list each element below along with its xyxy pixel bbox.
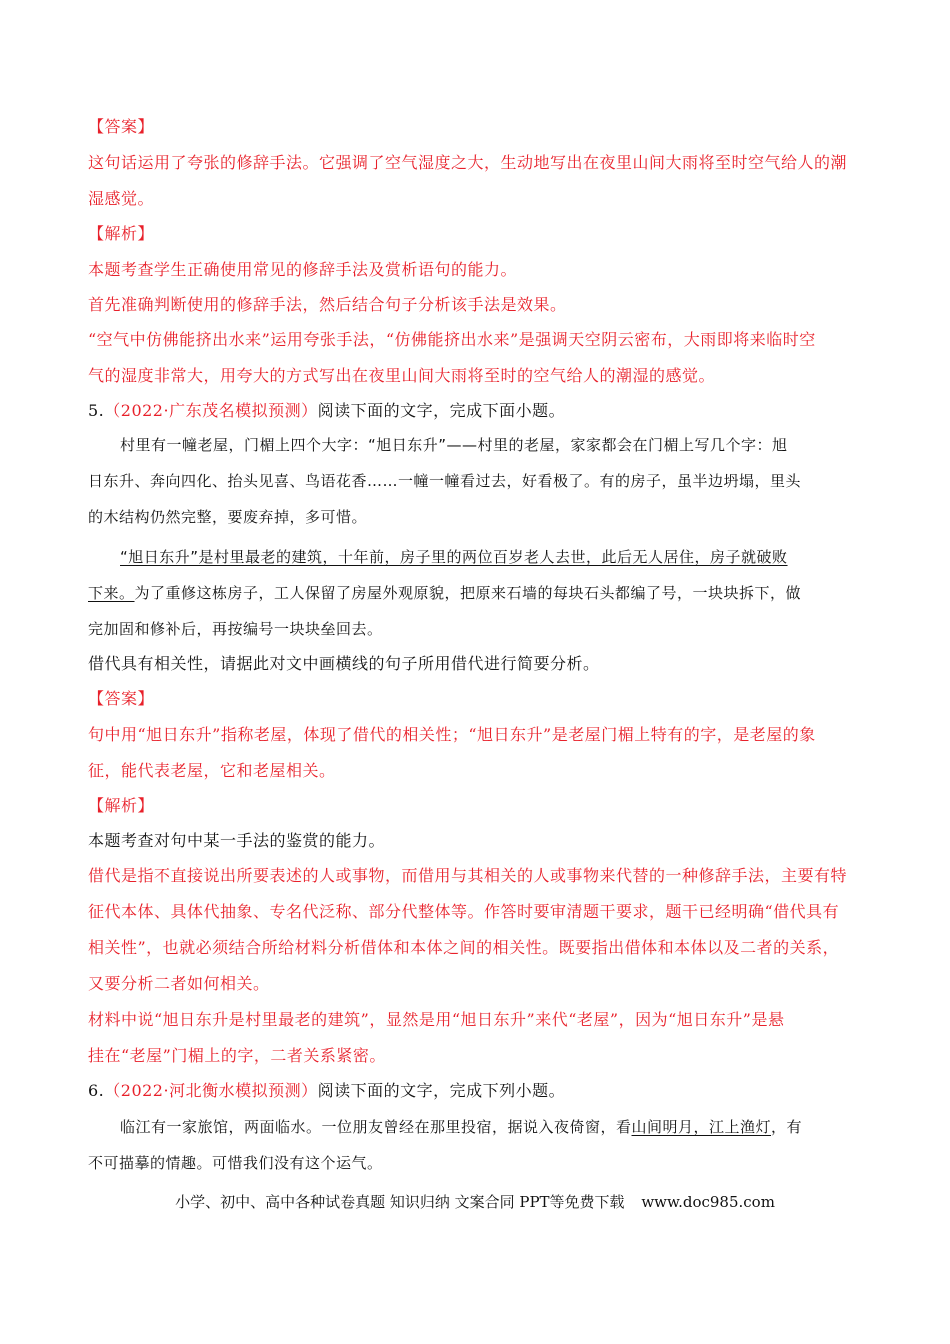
analysis-line: 又要分析二者如何相关。 [88,974,270,993]
analysis-line: 征代本体、具体代抽象、专名代泛称、部分代整体等。作答时要审清题干要求，题干已经明确“借代具有 [88,902,840,921]
analysis-line: 挂在“老屋”门楣上的字，二者关系紧密。 [88,1046,386,1065]
underlined-sentence: “旭日东升”是村里最老的建筑，十年前，房子里的两位百岁老人去世，此后无人居住，房子就破败 [120,548,788,566]
analysis-line: 材料中说“旭日东升是村里最老的建筑”，显然是用“旭日东升”来代“老屋”，因为“旭日东升”是悬 [88,1010,785,1029]
question-5-header [88,398,868,424]
underlined-phrase: 山间明月，江上渔灯 [631,1118,772,1136]
question-instruction: 阅读下面的文字，完成下面小题。 [317,401,566,420]
answer-label: 【答案】 [88,117,155,136]
analysis-line: 借代是指不直接说出所要表述的人或事物，而借用与其相关的人或事物来代替的一种修辞手法，主要有特 [88,866,848,885]
footer-text: 小学、初中、高中各种试卷真题 知识归纳 文案合同 PPT等免费下载 [175,1193,625,1211]
analysis-line: 气的湿度非常大，用夸大的方式写出在夜里山间大雨将至时的空气给人的潮湿的感觉。 [88,366,716,385]
analysis-line: 本题考查对句中某一手法的鉴赏的能力。 [88,831,386,850]
question-source: （2022·广东茂名模拟预测） [104,401,318,420]
passage-line: 日东升、奔向四化、抬头见喜、鸟语花香……一幢一幢看过去，好看极了。有的房子，虽半边坍塌，里头 [88,472,802,490]
analysis-line: 相关性”，也就必须结合所给材料分析借体和本体之间的相关性。既要指出借体和本体以及二者的关系， [88,938,840,957]
passage-continuation: 为了重修这栋房子，工人保留了房屋外观原貌，把原来石墙的每块石头都编了号，一块块拆下，做 [134,584,802,602]
page-footer [0,1190,950,1214]
analysis-label: 【解析】 [88,796,155,815]
passage-line [88,580,868,606]
question-source: （2022·河北衡水模拟预测） [104,1081,318,1100]
analysis-label: 【解析】 [88,224,155,243]
passage-text: ，有 [771,1118,803,1136]
passage-text: 临江有一家旅馆，两面临水。一位朋友曾经在那里投宿，据说入夜倚窗，看 [120,1118,632,1136]
analysis-line: 首先准确判断使用的修辞手法，然后结合句子分析该手法是效果。 [88,295,567,314]
passage-line: 的木结构仍然完整，要废弃掉，多可惜。 [88,508,368,526]
question-prompt: 借代具有相关性，请据此对文中画横线的句子所用借代进行简要分析。 [88,654,600,673]
passage-line [120,1114,900,1140]
answer-line: 湿感觉。 [88,189,155,208]
answer-label: 【答案】 [88,689,155,708]
underlined-sentence-end: 下来。 [88,584,135,602]
question-number: 5. [88,401,105,420]
answer-line: 征，能代表老屋，它和老屋相关。 [88,761,336,780]
analysis-line: “空气中仿佛能挤出水来”运用夸张手法，“仿佛能挤出水来”是强调天空阴云密布，大雨即将来临时空 [88,330,816,349]
passage-line: 完加固和修补后，再按编号一块块垒回去。 [88,620,383,638]
analysis-line: 本题考查学生正确使用常见的修辞手法及赏析语句的能力。 [88,260,518,279]
passage-line: 不可描摹的情趣。可惜我们没有这个运气。 [88,1154,383,1172]
answer-line: 这句话运用了夸张的修辞手法。它强调了空气湿度之大，生动地写出在夜里山间大雨将至时空气给人的潮 [88,153,848,172]
footer-link[interactable]: www.doc985.com [641,1193,775,1211]
question-6-header [88,1078,868,1104]
question-instruction: 阅读下面的文字，完成下列小题。 [317,1081,566,1100]
question-number: 6. [88,1081,105,1100]
answer-line: 句中用“旭日东升”指称老屋，体现了借代的相关性；“旭日东升”是老屋门楣上特有的字，是老屋的象 [88,725,816,744]
passage-line: 村里有一幢老屋，门楣上四个大字：“旭日东升”——村里的老屋，家家都会在门楣上写几个字：旭 [120,436,788,454]
